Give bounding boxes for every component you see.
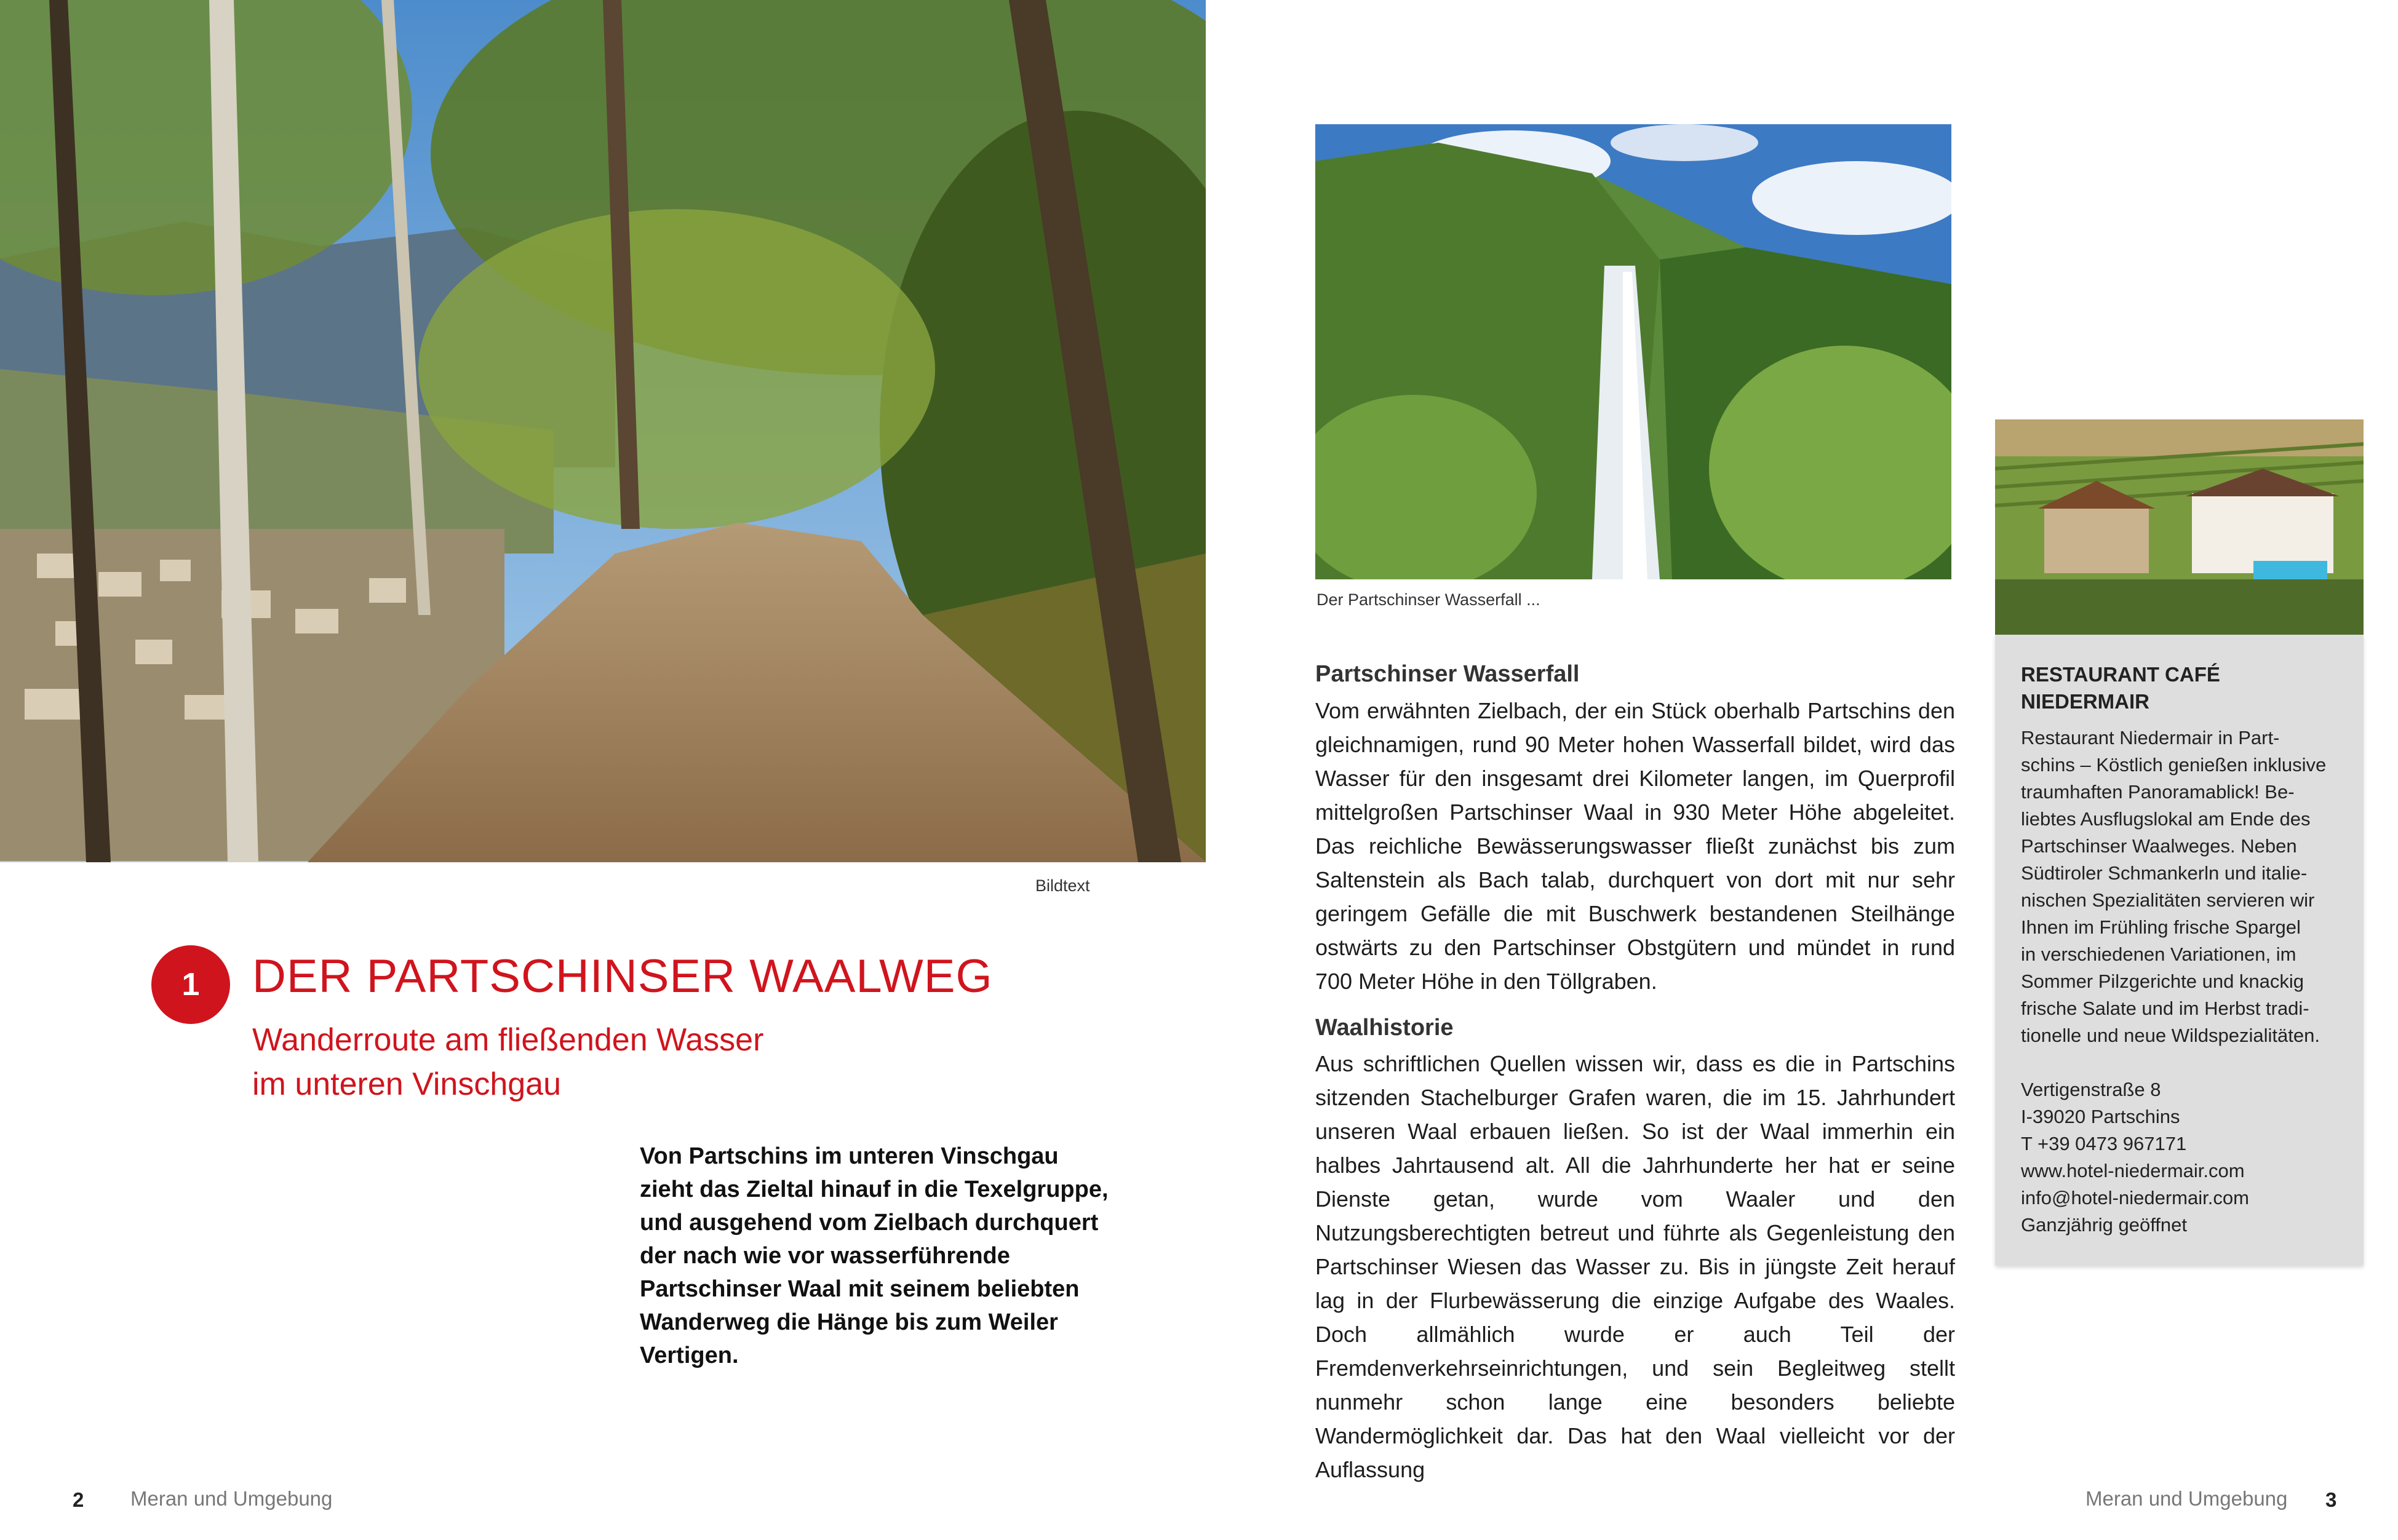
chapter-number-badge: 1 (151, 945, 230, 1024)
page-number-left: 2 (73, 1488, 84, 1511)
sidebar-contact (2021, 1076, 2249, 1239)
page-title: DER PARTSCHINSER WAALWEG (252, 950, 993, 1002)
sidebar-line: Ihnen im Frühling frische Spargel (2021, 916, 2301, 938)
page-subtitle (252, 1018, 867, 1106)
hero-photo-forest-path (0, 0, 1206, 862)
hero-photo-illustration (0, 0, 1206, 862)
sidebar-line: Partschinser Waalweges. Neben (2021, 835, 2297, 857)
section-heading-waalhistorie: Waalhistorie (1315, 1015, 1454, 1041)
contact-website: www.hotel-niedermair.com (2021, 1160, 2245, 1181)
waterfall-caption: Der Partschinser Wasserfall ... (1317, 590, 1540, 609)
running-head-right: Meran und Umgebung (2085, 1487, 2288, 1510)
sidebar-heading (2021, 661, 2341, 715)
sidebar-line: frische Salate und im Herbst tradi- (2021, 998, 2309, 1019)
intro-line: Von Partschins im unteren Vinschgau (640, 1143, 1059, 1169)
sidebar-line: in verschiedenen Variationen, im (2021, 943, 2296, 965)
sidebar-heading-line: RESTAURANT CAFÉ (2021, 663, 2220, 686)
section-body-wasserfall: Vom erwähnten Zielbach, der ein Stück oberhalb Partschins den gleichnamigen, rund 90 Meter hohen Wasserfall bildet, wird das Wasser für den insgesamt drei Kilometer langen, im Querprofil mittelgroßen Partschinser Waal in 930 Meter Höhe abgeleitet. Das reichliche Bewässerungswasser fließt zunächst bis zum Saltenstein als Bach talab, durchquert von dort mit nur sehr geringem Gefälle die mit Buschwerk bestandenen Steilhänge ostwärts zu den Partschinser Obstgütern und mündet in rund 700 Meter Höhe in den Töllgraben. (1315, 698, 1955, 994)
subtitle-line: im unteren Vinschgau (252, 1066, 562, 1102)
intro-line: Partschinser Waal mit seinem beliebten (640, 1276, 1080, 1302)
contact-postcode: I-39020 Partschins (2021, 1106, 2180, 1127)
sidebar-heading-line: NIEDERMAIR (2021, 690, 2150, 713)
sidebar-line: Südtiroler Schmankerln und italie- (2021, 862, 2308, 884)
intro-line: zieht das Zieltal hinauf in die Texelgruppe, (640, 1177, 1109, 1202)
contact-hours: Ganzjährig geöffnet (2021, 1214, 2188, 1236)
sidebar-line: liebtes Ausflugslokal am Ende des (2021, 808, 2311, 830)
contact-address: Vertigenstraße 8 (2021, 1079, 2161, 1100)
hotel-photo (1995, 419, 2364, 638)
subtitle-line: Wanderroute am fließenden Wasser (252, 1022, 764, 1058)
page-number-right: 3 (2325, 1488, 2337, 1511)
waterfall-photo-illustration (1315, 124, 1951, 579)
hotel-photo-illustration (1995, 419, 2364, 638)
section-heading-wasserfall: Partschinser Wasserfall (1315, 661, 1580, 687)
sidebar-line: traumhaften Panoramablick! Be- (2021, 781, 2295, 803)
sidebar-line: Sommer Pilzgerichte und knackig (2021, 970, 2304, 992)
intro-line: Vertigen. (640, 1343, 739, 1368)
sidebar-line: schins – Köstlich genießen inklusive (2021, 754, 2327, 776)
intro-paragraph (640, 1140, 1132, 1372)
sidebar-line: Restaurant Niedermair in Part- (2021, 727, 2280, 748)
sidebar-line: nischen Spezialitäten servieren wir (2021, 889, 2315, 911)
intro-line: der nach wie vor wasserführende (640, 1243, 1010, 1269)
section-body-waalhistorie: Aus schriftlichen Quellen wissen wir, dass es die in Partschins sitzenden Stachelburger Grafen waren, die im 15. Jahrhundert unseren Waal erbauen ließen. So ist der Waal immerhin ein halbes Jahrtausend alt. All die Jahrhunderte her hat er seine Dienste getan, wurde vom Waaler und den Nutzungsberechtigten betreut und führte als Gegenleistung den Partschinser Wiesen das Wasser zu. Bis in jüngste Zeit herauf lag in der Flurbewässerung die einzige Aufgabe des Waales. Doch allmählich wurde er auch Teil der Fremdenverkehrseinrichtungen, und sein Begleitweg stellt nunmehr schon lange eine besonders beliebte Wandermöglichkeit dar. Das hat den Waal vielleicht vor der Auflassung (1315, 1051, 1955, 1482)
hero-caption: Bildtext (1035, 876, 1090, 895)
intro-line: Wanderweg die Hänge bis zum Weiler (640, 1309, 1058, 1335)
sidebar-line: tionelle und neue Wildspezialitäten. (2021, 1025, 2320, 1046)
intro-line: und ausgehend vom Zielbach durchquert (640, 1210, 1099, 1236)
sidebar-description (2021, 724, 2344, 1049)
contact-phone: T +39 0473 967171 (2021, 1133, 2187, 1154)
contact-email: info@hotel-niedermair.com (2021, 1187, 2249, 1209)
waterfall-photo (1315, 124, 1951, 579)
running-head-left: Meran und Umgebung (130, 1487, 333, 1510)
